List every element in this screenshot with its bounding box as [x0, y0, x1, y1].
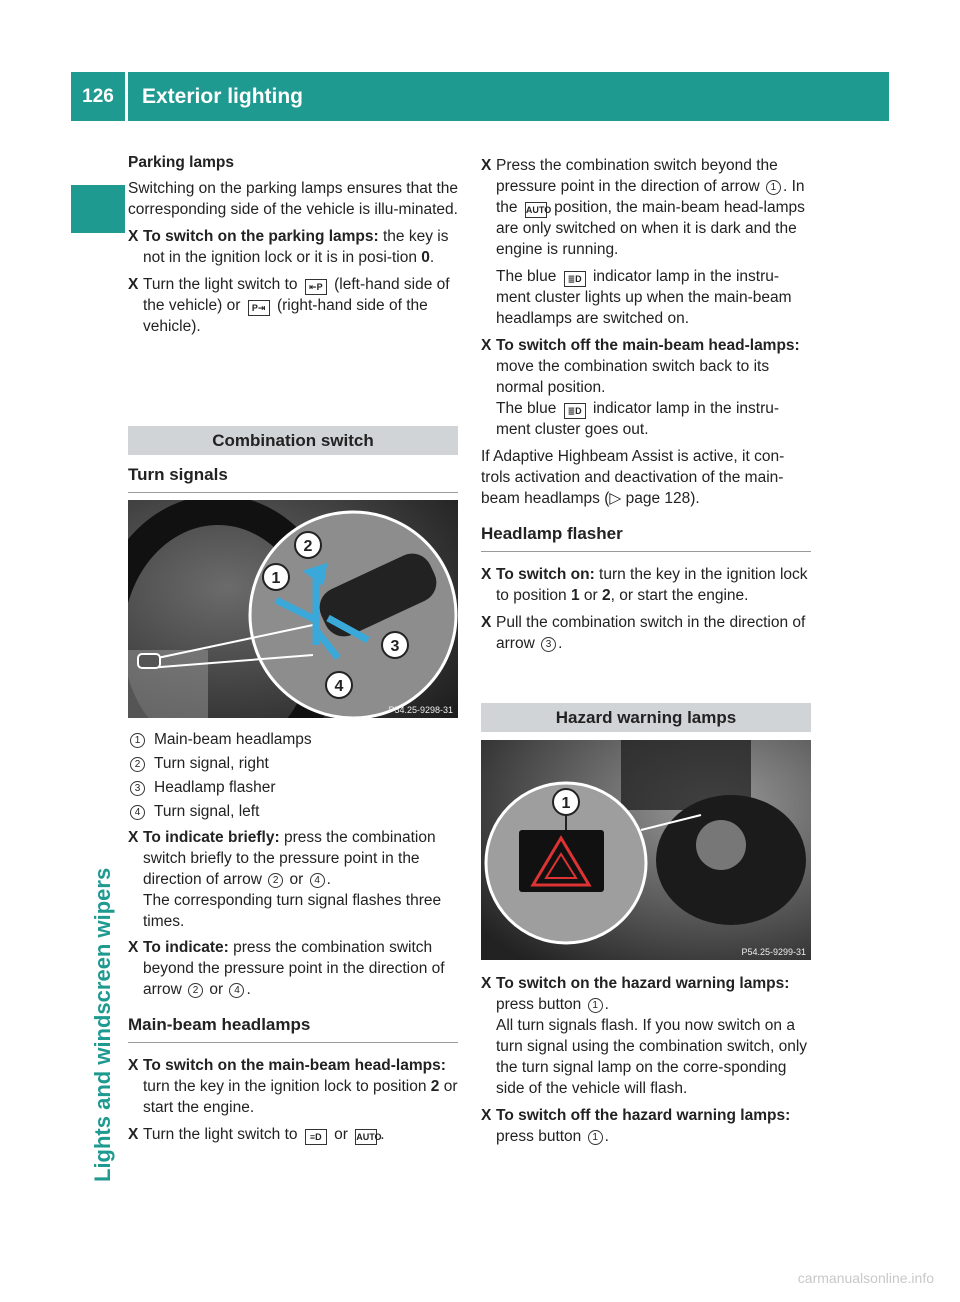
- flasher-step-1: X To switch on: turn the key in the ignition lock to position 1 or 2, or start the engine.: [481, 564, 811, 606]
- parking-intro: Switching on the parking lamps ensures that the corresponding side of the vehicle is illu-minated.: [128, 180, 458, 218]
- page-title: Exterior lighting: [128, 72, 889, 121]
- left-column-lower: [128, 729, 458, 1145]
- side-tab-label: Lights and windscreen wipers: [90, 867, 115, 1182]
- main-beam-heading: Main-beam headlamps: [128, 1014, 458, 1043]
- legend-item: 4 Turn signal, left: [128, 801, 458, 822]
- hazard-steps: [481, 973, 816, 1147]
- hazard-section: [481, 703, 811, 732]
- legend-item: 1 Main-beam headlamps: [128, 729, 458, 750]
- parking-left-icon: ⇤P: [305, 279, 327, 295]
- hazard-figure: [481, 740, 811, 960]
- legend-item: 3 Headlamp flasher: [128, 777, 458, 798]
- watermark: carmanualsonline.info: [797, 1270, 934, 1286]
- switch-off-main-beam-step: X To switch off the main-beam head-lamps: move the combination switch back to its normal position. The blue ≣D indicator lamp in the instru-ment cluster goes out.: [481, 335, 811, 440]
- parking-right-icon: P⇥: [248, 300, 270, 316]
- headlamp-flasher-heading: Headlamp flasher: [481, 523, 811, 552]
- combination-switch-figure: [128, 500, 458, 718]
- callout-3: 3: [390, 638, 400, 655]
- press-switch-step: X Press the combination switch beyond the pressure point in the direction of arrow 1 . In the AUTO position, the main-beam head-lamps are only switched on when it is dark and the engine is running.: [481, 155, 811, 260]
- page-number: 126: [71, 72, 125, 121]
- adaptive-highbeam-note: If Adaptive Highbeam Assist is active, it con-trols activation and deactivation of the main-beam headlamps (▷ page 128).: [481, 448, 785, 507]
- legend-item: 2 Turn signal, right: [128, 753, 458, 774]
- turn-signals-heading: Turn signals: [128, 464, 458, 493]
- touchpad: [696, 820, 746, 870]
- hazard-off-step: X To switch off the hazard warning lamps: press button 1 .: [481, 1105, 816, 1147]
- figure-legend: [128, 729, 458, 822]
- right-column: [481, 155, 811, 654]
- auto-icon: AUTO: [355, 1129, 377, 1145]
- page-header: [71, 72, 889, 121]
- auto-icon: AUTO: [525, 202, 547, 218]
- figure-code: P54.25-9299-31: [741, 947, 806, 957]
- indicate-briefly-step: X To indicate briefly: press the combination switch briefly to the pressure point in the direction of arrow 2 or 4 . The corresponding turn signal flashes three times.: [128, 827, 458, 932]
- figure-code: P54.25-9298-31: [388, 705, 453, 715]
- parking-step-2: X Turn the light switch to ⇤P (left-hand side of the vehicle) or P⇥ (right-hand side of the vehicle).: [128, 274, 458, 337]
- combination-switch-band: Combination switch: [128, 426, 458, 455]
- low-beam-icon: ≡D: [305, 1129, 327, 1145]
- callout-1: 1: [561, 795, 571, 812]
- parking-heading: Parking lamps: [128, 154, 234, 171]
- main-beam-step-2: X Turn the light switch to ≡D or AUTO.: [128, 1124, 458, 1145]
- combination-switch-illustration: [128, 500, 458, 718]
- parking-step-1: X To switch on the parking lamps: the key is not in the ignition lock or it is in posi-tion 0.: [128, 226, 458, 268]
- side-tab-marker: [71, 185, 125, 233]
- main-beam-icon: ≣D: [564, 403, 586, 419]
- hazard-on-step: X To switch on the hazard warning lamps: press button 1 . All turn signals flash. If you now switch on a turn signal using the combination switch, only the turn signal lamp on the corre-sponding side of the vehicle will flash.: [481, 973, 816, 1099]
- hazard-illustration: [481, 740, 811, 960]
- left-column: [128, 152, 458, 337]
- callout-2: 2: [303, 538, 313, 555]
- callout-4: 4: [334, 678, 344, 695]
- combination-switch-section: [128, 426, 458, 493]
- flasher-step-2: X Pull the combination switch in the direction of arrow 3 .: [481, 612, 811, 654]
- hazard-band: Hazard warning lamps: [481, 703, 811, 732]
- callout-1: 1: [271, 570, 281, 587]
- indicate-step: X To indicate: press the combination switch beyond the pressure point in the direction of arrow 2 or 4 .: [128, 937, 458, 1000]
- main-beam-step-1: X To switch on the main-beam head-lamps: turn the key in the ignition lock to position 2 or start the engine.: [128, 1055, 458, 1118]
- blue-lamp-on-note: The blue ≣D indicator lamp in the instru-ment cluster lights up when the main-beam headlamps are switched on.: [496, 268, 792, 327]
- main-beam-icon: ≣D: [564, 271, 586, 287]
